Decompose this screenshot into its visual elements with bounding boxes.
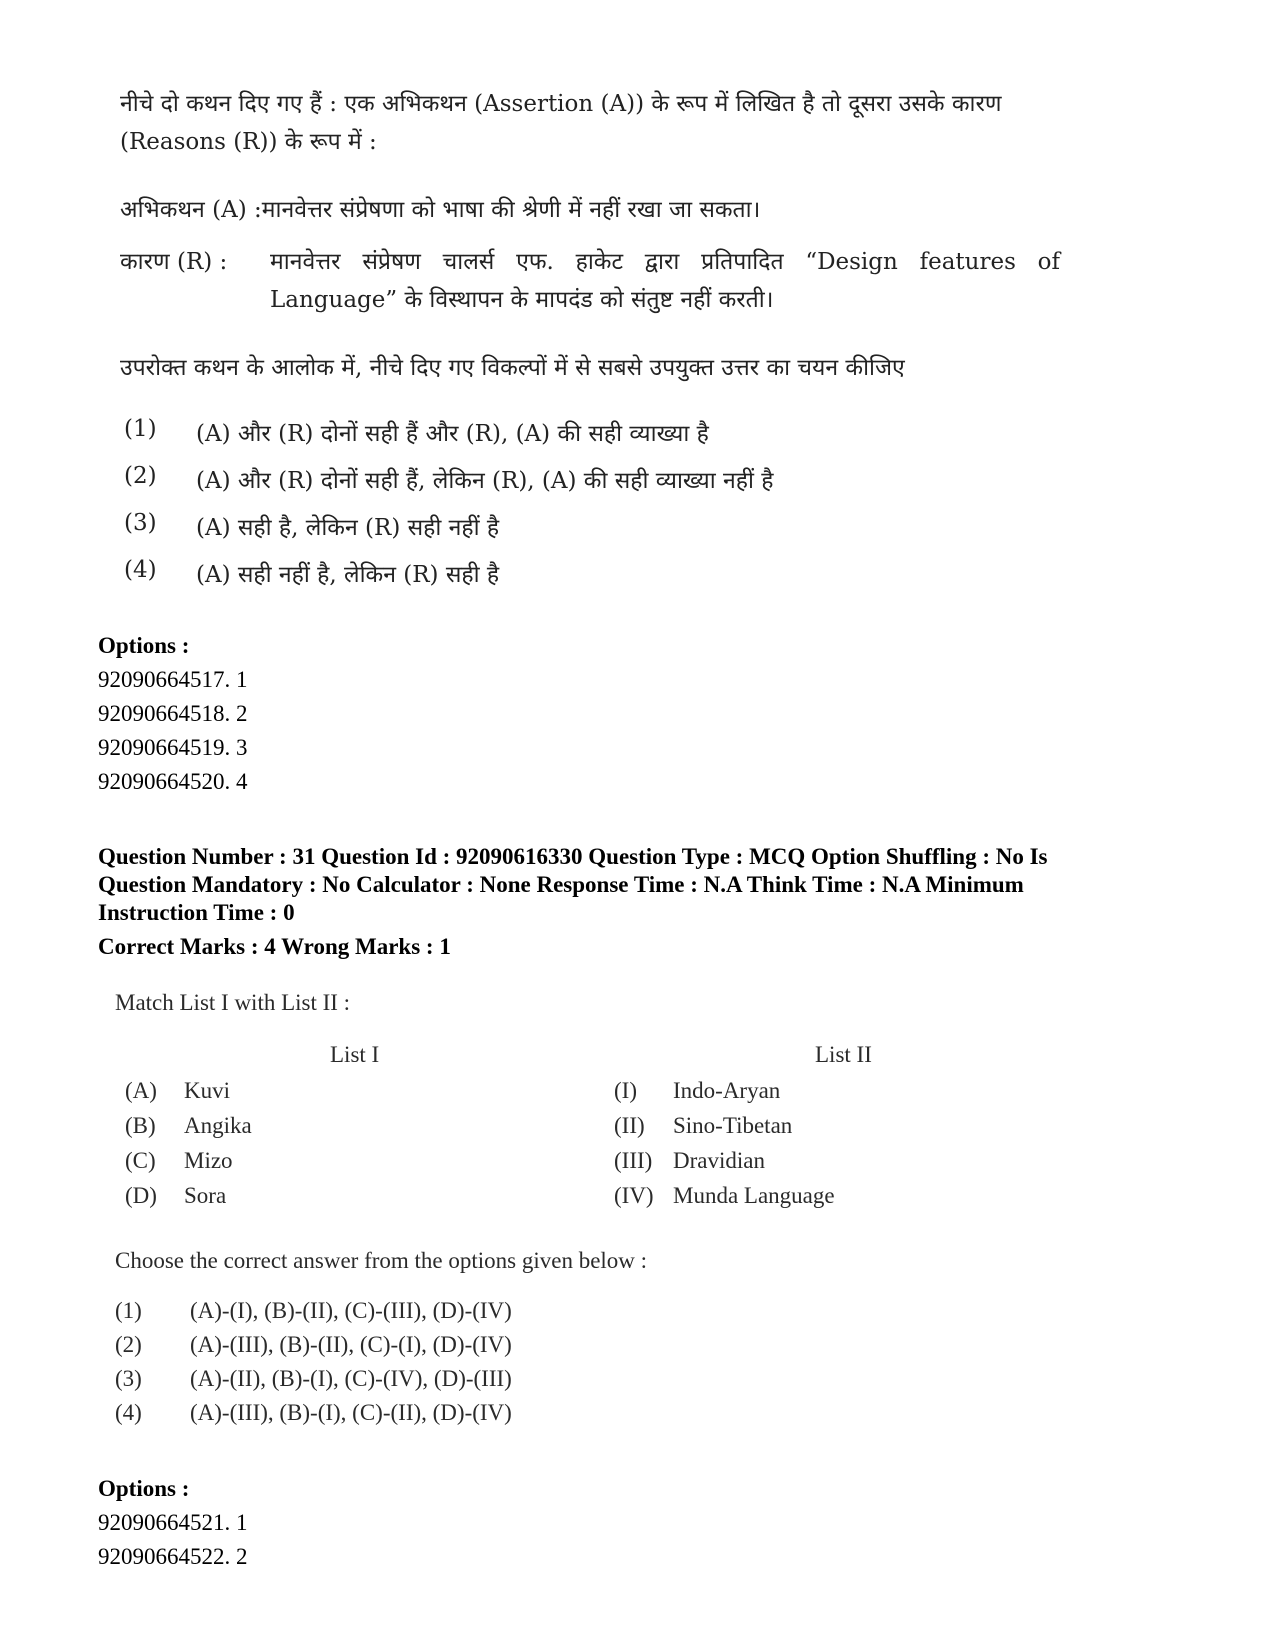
list2-key: (II) bbox=[614, 1113, 645, 1138]
assertion-label: अभिकथन (A) : bbox=[120, 197, 262, 223]
q30-choice-text: (A) और (R) दोनों सही हैं और (R), (A) की सही व्याख्या है bbox=[196, 421, 709, 447]
q30-question-block bbox=[0, 0, 1275, 600]
q31-choice-text: (A)-(III), (B)-(I), (C)-(II), (D)-(IV) bbox=[190, 1400, 512, 1425]
list2-value: Dravidian bbox=[673, 1148, 765, 1173]
q31-meta-line3: Instruction Time : 0 bbox=[98, 900, 295, 925]
q30-assertion bbox=[120, 192, 760, 224]
option-item: 92090664517. 1 bbox=[98, 667, 248, 692]
option-item: 92090664519. 3 bbox=[98, 735, 248, 760]
q31-choice-num: (3) bbox=[115, 1366, 142, 1391]
list1-value: Angika bbox=[184, 1113, 252, 1138]
list2-key: (IV) bbox=[614, 1183, 654, 1208]
q30-choice-text: (A) सही है, लेकिन (R) सही नहीं है bbox=[196, 515, 500, 541]
q30-reason-line2: Language” के विस्थापन के मापदंड को संतुष्ट नहीं करती। bbox=[270, 287, 774, 313]
q31-meta-line1: Question Number : 31 Question Id : 92090616330 Question Type : MCQ Option Shuffling : No Is bbox=[98, 844, 1048, 869]
q30-choice-num: (4) bbox=[124, 557, 157, 583]
list1-key: (C) bbox=[125, 1148, 156, 1173]
list2-header: List II bbox=[815, 1042, 872, 1067]
list2-value: Munda Language bbox=[673, 1183, 835, 1208]
list2-value: Indo-Aryan bbox=[673, 1078, 781, 1103]
q31-choose-instruction: Choose the correct answer from the options given below : bbox=[115, 1248, 648, 1273]
q30-reason-line1: मानवेत्तर संप्रेषण चालर्स एफ. हाकेट द्वारा प्रतिपादित “Design features of bbox=[270, 249, 1060, 275]
q30-options-section bbox=[98, 632, 248, 802]
q30-choice-num: (1) bbox=[124, 416, 157, 442]
q30-intro-line1: नीचे दो कथन दिए गए हैं : एक अभिकथन (Assertion (A)) के रूप में लिखित है तो दूसरा उसके कारण bbox=[120, 91, 1002, 117]
list1-value: Kuvi bbox=[184, 1078, 230, 1103]
q30-choice-text: (A) और (R) दोनों सही हैं, लेकिन (R), (A) की सही व्याख्या नहीं है bbox=[196, 468, 774, 494]
q31-choice-text: (A)-(III), (B)-(II), (C)-(I), (D)-(IV) bbox=[190, 1332, 512, 1357]
options-heading: Options : bbox=[98, 1476, 190, 1501]
q31-match-title: Match List I with List II : bbox=[115, 990, 351, 1015]
q31-choice-num: (4) bbox=[115, 1400, 142, 1425]
q30-intro-line2: (Reasons (R)) के रूप में : bbox=[120, 129, 377, 155]
list2-key: (I) bbox=[614, 1078, 637, 1103]
q31-choice-text: (A)-(I), (B)-(II), (C)-(III), (D)-(IV) bbox=[190, 1298, 512, 1323]
q31-choice-num: (1) bbox=[115, 1298, 142, 1323]
list2-value: Sino-Tibetan bbox=[673, 1113, 793, 1138]
option-item: 92090664520. 4 bbox=[98, 769, 248, 794]
q30-choice-num: (3) bbox=[124, 510, 157, 536]
assertion-text: मानवेत्तर संप्रेषणा को भाषा की श्रेणी में नहीं रखा जा सकता। bbox=[261, 197, 761, 223]
q31-choice-num: (2) bbox=[115, 1332, 142, 1357]
list1-value: Mizo bbox=[184, 1148, 233, 1173]
q30-instruction: उपरोक्त कथन के आलोक में, नीचे दिए गए विकल्पों में से सबसे उपयुक्त उत्तर का चयन कीजिए bbox=[120, 355, 905, 381]
q31-question-block bbox=[0, 990, 1275, 1450]
q31-metadata bbox=[98, 843, 1218, 961]
option-item: 92090664518. 2 bbox=[98, 701, 248, 726]
list1-key: (A) bbox=[125, 1078, 157, 1103]
q30-reason-label: कारण (R) : bbox=[120, 249, 228, 275]
list1-header: List I bbox=[330, 1042, 380, 1067]
list1-key: (B) bbox=[125, 1113, 156, 1138]
q30-choice-num: (2) bbox=[124, 463, 157, 489]
list1-key: (D) bbox=[125, 1183, 157, 1208]
list1-value: Sora bbox=[184, 1183, 227, 1208]
option-item: 92090664521. 1 bbox=[98, 1510, 248, 1535]
option-item: 92090664522. 2 bbox=[98, 1544, 248, 1569]
list2-key: (III) bbox=[614, 1148, 653, 1173]
q31-marks: Correct Marks : 4 Wrong Marks : 1 bbox=[98, 934, 451, 959]
q31-meta-line2: Question Mandatory : No Calculator : None Response Time : N.A Think Time : N.A Minimum bbox=[98, 872, 1024, 897]
q31-choice-text: (A)-(II), (B)-(I), (C)-(IV), (D)-(III) bbox=[190, 1366, 512, 1391]
q31-options-section bbox=[98, 1475, 248, 1577]
options-heading: Options : bbox=[98, 633, 190, 658]
q30-choice-text: (A) सही नहीं है, लेकिन (R) सही है bbox=[196, 562, 500, 588]
